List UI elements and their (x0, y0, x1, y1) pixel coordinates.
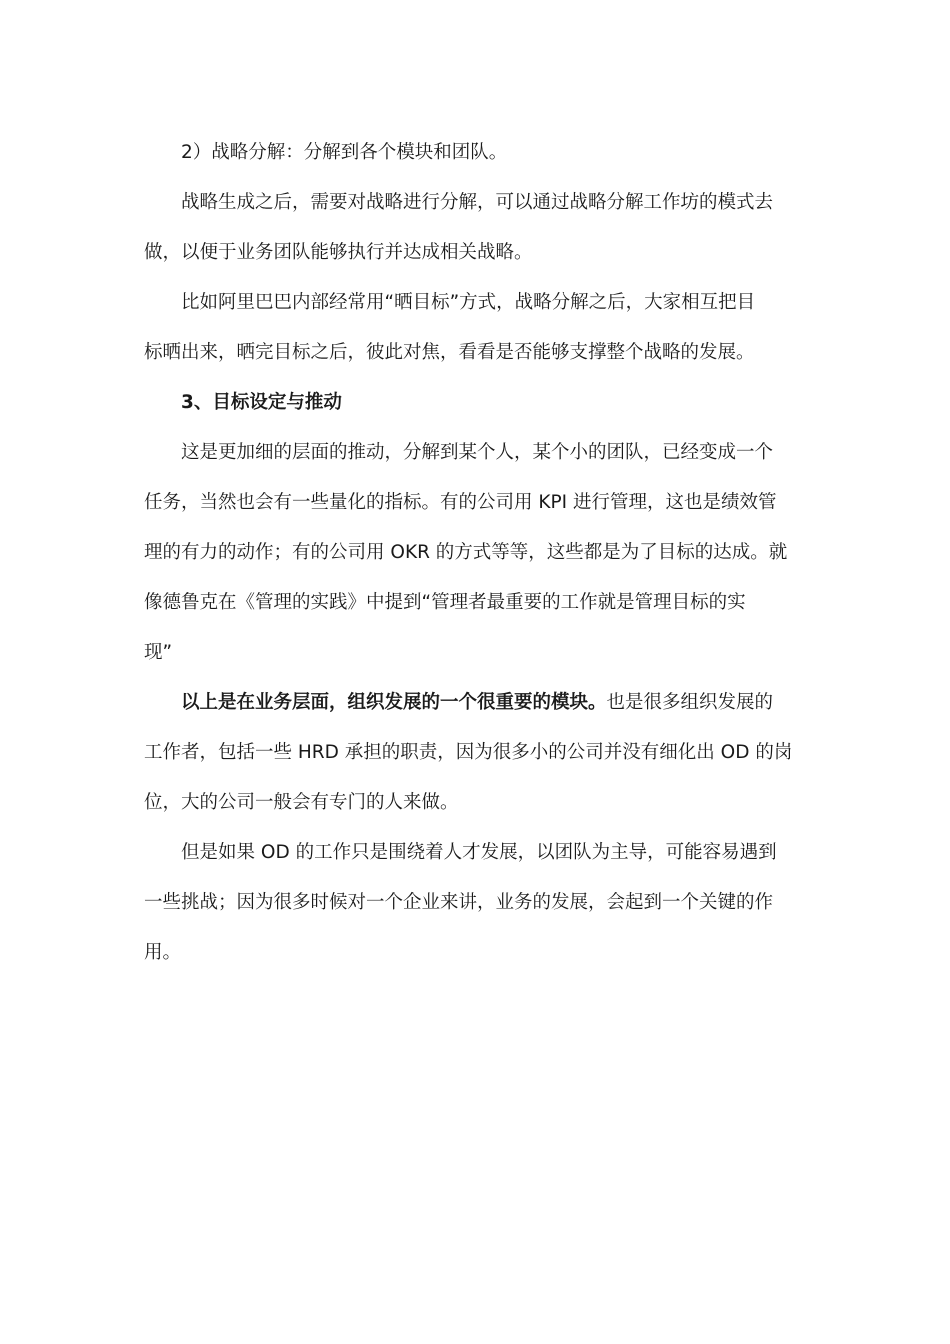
paragraph-line: 现” (144, 642, 173, 663)
paragraph-line: 工作者，包括一些 HRD 承担的职责，因为很多小的公司并没有细化出 OD 的岗 (144, 742, 793, 763)
paragraph-line-mixed (144, 678, 808, 728)
paragraph-line: 比如阿里巴巴内部经常用“晒目标”方式，战略分解之后，大家相互把目 (181, 292, 756, 313)
paragraph-line: 做，以便于业务团队能够执行并达成相关战略。 (144, 242, 533, 263)
paragraph-line: 战略生成之后，需要对战略进行分解，可以通过战略分解工作坊的模式去 (181, 192, 774, 213)
paragraph-line: 理的有力的动作；有的公司用 OKR 的方式等等，这些都是为了目标的达成。就 (144, 542, 788, 563)
paragraph-line: 像德鲁克在《管理的实践》中提到“管理者最重要的工作就是管理目标的实 (144, 592, 746, 613)
section-heading-goal-setting: 3、目标设定与推动 (181, 392, 342, 413)
paragraph-line: 这是更加细的层面的推动，分解到某个人，某个小的团队，已经变成一个 (181, 442, 774, 463)
paragraph-line: 标晒出来，晒完目标之后，彼此对焦，看看是否能够支撑整个战略的发展。 (144, 342, 755, 363)
paragraph-line: 但是如果 OD 的工作只是围绕着人才发展，以团队为主导，可能容易遇到 (181, 842, 777, 863)
paragraph-line: 位，大的公司一般会有专门的人来做。 (144, 792, 459, 813)
subheading-strategy-decomposition: 2）战略分解：分解到各个模块和团队。 (181, 142, 508, 163)
paragraph-line: 一些挑战；因为很多时候对一个企业来讲，业务的发展，会起到一个关键的作 (144, 892, 774, 913)
paragraph-line: 用。 (144, 942, 182, 963)
paragraph-line: 任务，当然也会有一些量化的指标。有的公司用 KPI 进行管理，这也是绩效管 (144, 492, 777, 513)
emphasis-text: 以上是在业务层面，组织发展的一个很重要的模块。 (181, 692, 607, 713)
document-body (144, 128, 808, 978)
paragraph-text: 也是很多组织发展的 (606, 692, 774, 713)
